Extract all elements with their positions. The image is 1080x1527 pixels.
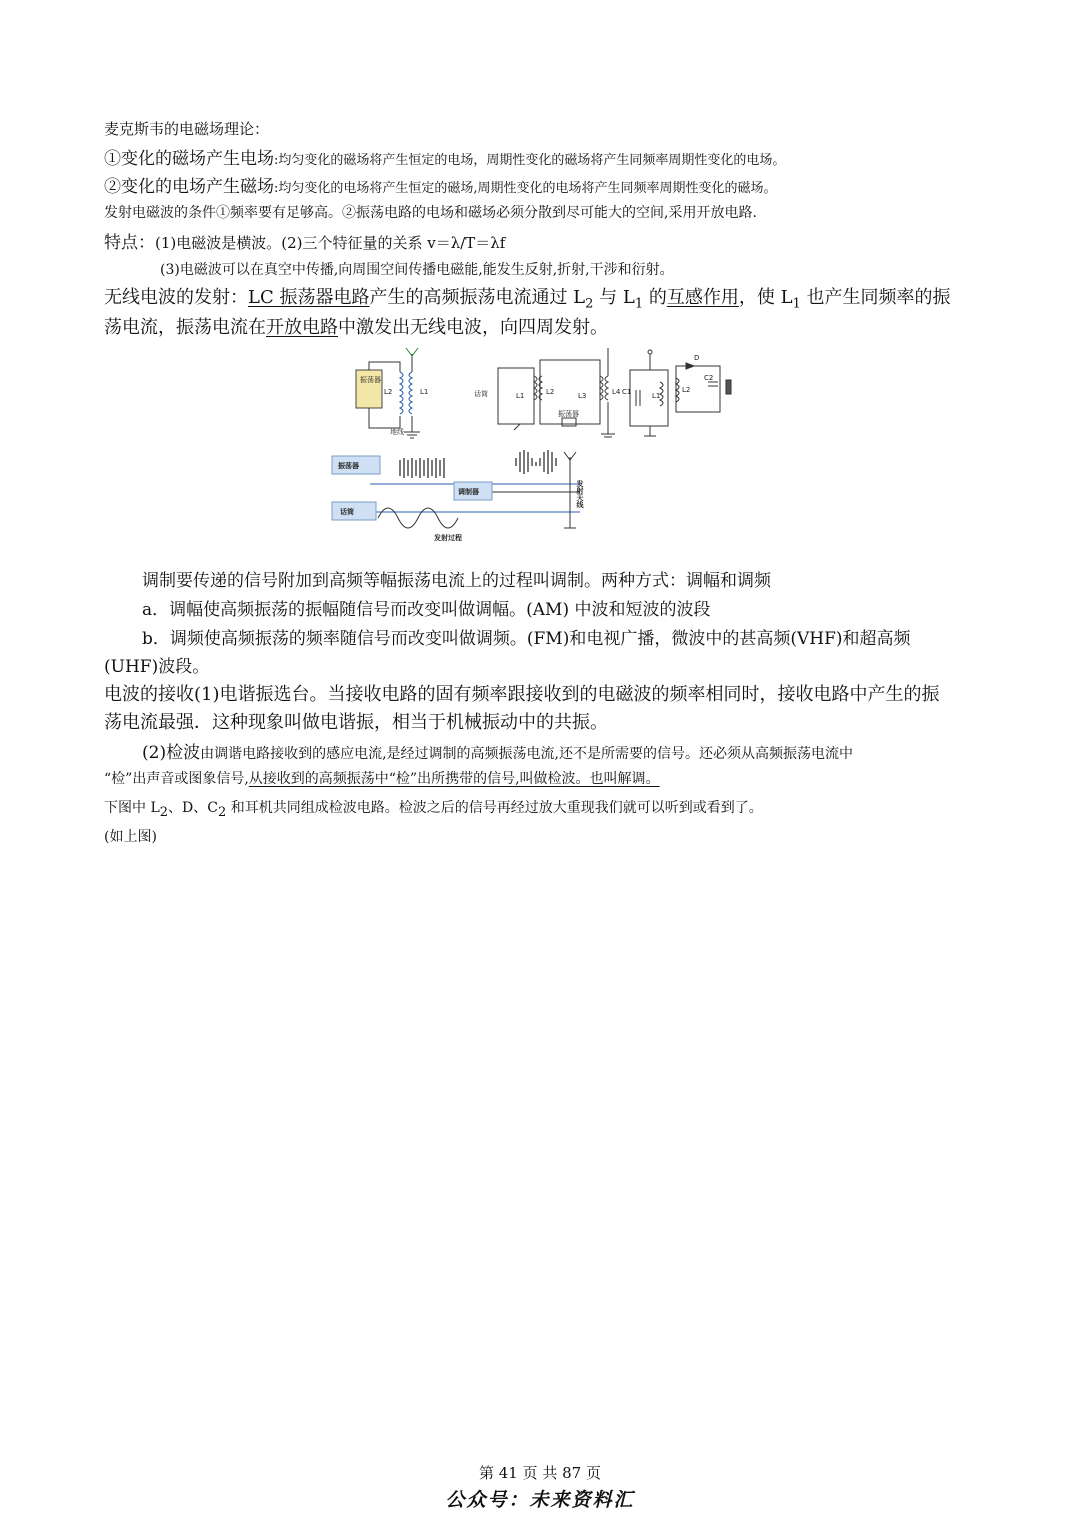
lc-oscillator-term: LC 振荡器电路 bbox=[248, 287, 370, 308]
subscript: 1 bbox=[792, 296, 801, 312]
label-l1b: L1 bbox=[652, 392, 661, 400]
label-c2: C2 bbox=[704, 374, 714, 382]
label-d: D bbox=[694, 354, 700, 362]
radio-text: 也产生同频率的振 bbox=[800, 287, 951, 308]
page-number: 第 41 页 共 87 页 bbox=[478, 1464, 601, 1482]
subscript: 1 bbox=[634, 296, 644, 312]
circuit-text: 和耳机共同组成检波电路。检波之后的信号再经过放大重现我们就可以听到或看到了。 bbox=[226, 800, 763, 816]
features-3: (3)电磁波可以在真空中传播,向周围空间传播电磁能,能发生反射,折射,干涉和衍射。 bbox=[160, 262, 674, 278]
label-l2: L2 bbox=[384, 388, 393, 396]
transmission-figure bbox=[330, 342, 750, 552]
circuit-text: 下图中 L bbox=[104, 800, 160, 816]
circuit-diagram-svg bbox=[330, 342, 750, 552]
label-antenna: 发射天线 bbox=[576, 480, 584, 508]
detect-para-1 bbox=[142, 738, 853, 763]
law-1 bbox=[104, 144, 785, 169]
block-mod-label: 调制器 bbox=[458, 488, 479, 496]
microphone-block bbox=[332, 502, 376, 520]
label-ld: L4 bbox=[612, 388, 621, 396]
receive-para-1: 电波的接收(1)电谐振选台。当接收电路的固有频率跟接收到的电磁波的频率相同时，接收电路中产生的振 bbox=[104, 684, 940, 705]
features bbox=[104, 228, 505, 253]
radio-text: 中激发出无线电波，向四周发射。 bbox=[338, 317, 608, 338]
open-circuit-term: 开放电路 bbox=[266, 317, 338, 338]
detect-text: 由调谐电路接收到的感应电流,是经过调制的高频振荡电流,还不是所需要的信号。还必须从高频振荡电流中 bbox=[200, 746, 853, 762]
radio-text: 的 bbox=[643, 287, 667, 308]
features-label: 特点： bbox=[104, 233, 155, 253]
radio-text: ，使 L bbox=[738, 287, 793, 308]
radio-text: 与 L bbox=[593, 287, 635, 308]
radio-emission-line-2 bbox=[104, 313, 608, 339]
figure-caption: 发射过程 bbox=[434, 534, 462, 542]
heading-maxwell: 麦克斯韦的电磁场理论： bbox=[104, 120, 270, 138]
mutual-inductance-term: 互感作用 bbox=[666, 287, 739, 308]
label-osc2: 振荡器 bbox=[558, 410, 579, 418]
subscript: 2 bbox=[159, 804, 169, 820]
detect-definition: 从接收到的高频振荡中“检”出所携带的信号,叫做检波。也叫解调。 bbox=[248, 771, 660, 787]
label-oscillator: 振荡器 bbox=[360, 376, 381, 384]
law-2-text: :均匀变化的电场将产生恒定的磁场,周期性变化的电场将产生同频率周期性变化的磁场。 bbox=[274, 181, 777, 196]
modulation-para: 调制要传递的信号附加到高频等幅振荡电流上的过程叫调制。两种方式：调幅和调频 bbox=[142, 571, 771, 591]
fm-para-1: b．调频使高频振荡的频率随信号而改变叫做调频。(FM)和电视广播，微波中的甚高频(VHF)和超高频 bbox=[142, 629, 911, 649]
label-l2b: L2 bbox=[682, 386, 691, 394]
block-mic-label: 话筒 bbox=[340, 508, 354, 516]
detect-para-2 bbox=[104, 768, 660, 788]
law-2-label: ②变化的电场产生磁场 bbox=[104, 177, 274, 197]
block-osc-label: 振荡器 bbox=[338, 462, 359, 470]
label-ground: 地线 bbox=[390, 428, 404, 436]
label-lb: L2 bbox=[546, 388, 555, 396]
resistor bbox=[562, 418, 576, 426]
law-1-text: :均匀变化的磁场将产生恒定的电场，周期性变化的磁场将产生同频率周期性变化的电场。 bbox=[274, 153, 786, 168]
radio-emission-line-1 bbox=[104, 283, 951, 312]
radio-text: 荡电流，振荡电流在 bbox=[104, 317, 266, 338]
circuit-text: 、D、C bbox=[168, 800, 218, 816]
radio-text: 产生的高频振荡电流通过 L bbox=[369, 287, 586, 308]
receive-para-2: 荡电流最强．这种现象叫做电谐振，相当于机械振动中的共振。 bbox=[104, 712, 608, 733]
detection-circuit-para bbox=[104, 797, 763, 820]
fm-para-2: (UHF)波段。 bbox=[104, 657, 210, 677]
see-above: (如上图) bbox=[104, 829, 157, 845]
subscript: 2 bbox=[585, 296, 594, 312]
am-para: a．调幅使高频振荡的振幅随信号而改变叫做调幅。(AM) 中波和短波的波段 bbox=[142, 600, 711, 620]
detect-text-2a: “检”出声音或图象信号, bbox=[104, 771, 249, 787]
label-la: L1 bbox=[516, 392, 525, 400]
law-1-label: ①变化的磁场产生电场 bbox=[104, 149, 274, 169]
label-c1: C1 bbox=[622, 388, 632, 396]
label-lc: L3 bbox=[578, 392, 587, 400]
features-text: (1)电磁波是横波。(2)三个特征量的关系 v＝λ/T＝λf bbox=[155, 234, 506, 252]
subscript: 2 bbox=[217, 804, 227, 820]
brand-watermark: 公众号：未来资料汇 bbox=[445, 1489, 635, 1511]
detect-label: (2)检波 bbox=[142, 743, 201, 763]
label-mic: 话筒 bbox=[474, 390, 488, 398]
emission-conditions: 发射电磁波的条件①频率要有足够高。②振荡电路的电场和磁场必须分散到尽可能大的空间,采用开放电路. bbox=[104, 205, 757, 221]
law-2 bbox=[104, 172, 777, 197]
label-l1: L1 bbox=[420, 388, 429, 396]
radio-label: 无线电波的发射： bbox=[104, 287, 248, 308]
